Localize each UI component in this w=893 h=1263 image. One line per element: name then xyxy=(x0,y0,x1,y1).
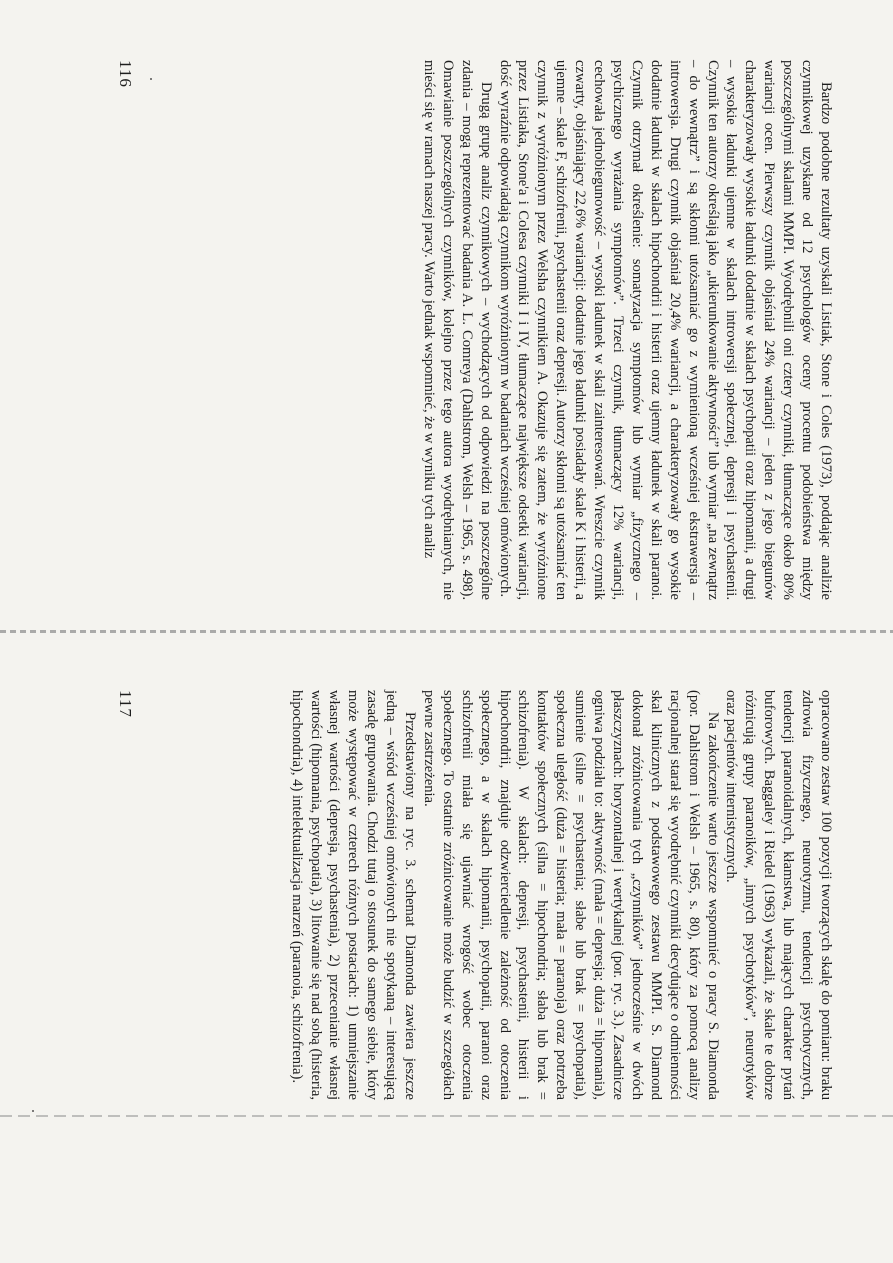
page-fold-divider xyxy=(0,630,893,633)
page-number: 116 xyxy=(116,60,135,88)
page-116-text xyxy=(419,60,835,600)
page-117-text xyxy=(287,690,835,1100)
page-number: 117 xyxy=(116,690,135,718)
paragraph: Przedstawiony na ryc. 3. schemat Diamonda zawiera jeszcze jedną – wśród wcześniej omówionych nie spotykaną – interesującą zasadę grupowania. Chodzi tutaj o stosunek do samego siebie, który może występować w czterech różnych postaciach: 1) umniejszanie własnej wartości (depresja, psychastenia), 2) przecenianie własnej wartości (hipomania, psychopatia), 3) litowanie się nad sobą (histeria, hipochondria), 4) intelektualizacja marzeń (paranoia, schizofrenia). xyxy=(288,690,419,1100)
page-117 xyxy=(115,690,835,1100)
paragraph: Bardzo podobne rezultaty uzyskali Listiak, Stone i Coles (1973), poddając analizie czynnikowej uzyskane od 12 psychologów oceny procentu podobieństwa między poszczególnymi skalami MMPI. Wyodrębnili oni cztery czynniki, tłumaczące około 80% wariancji ocen. Pierwszy czynnik objaśniał 24% wariancji – jeden z jego biegunów charakteryzowały wysokie ładunki dodatnie w skalach psychopatii oraz hipomanii, a drugi – wysokie ładunki ujemne w skalach introwersji społecznej, depresji i psychastenii. Czynnik ten autorzy określają jako „ukierunkowanie aktywności” lub wymiar „na zewnątrz – do wewnątrz” i są skłonni utożsamiać go z wymienioną wcześniej ekstrawersja – introwersja. Drugi czynnik objaśniał 20,4% wariancji, a charakteryzowały go wysokie dodatnie ładunki w skalach hipochondrii i histerii oraz ujemny ładunek w skali paranoi. Czynnik otrzymał określenie: somatyzacja symptomów lub wymiar „fizycznego – psychicznego wyrażania symptomów”. Trzeci czynnik, tłumaczący 12% wariancji, cechowała jednobiegunowość – wysoki ładunek w skali zainteresowań. Wreszcie czynnik czwarty, objaśniający 22,6% wariancji: dodatnie jego ładunki posiadały skale K i histerii, a ujemne – skale F, schizofrenii, psychastenii oraz depresji. Autorzy skłonni są utożsamiać ten czynnik z wyróżnionym przez Welsha czynnikiem A. Okazuje się zatem, że wyróżnione przez Listiaka, Stone'a i Colesa czynniki I i IV, tłumaczące największe odsetki wariancji, dość wyraźnie odpowiadają czynnikom wyróżnionym w badaniach wcześniej omówionych. xyxy=(496,60,834,600)
paragraph: opracowano zestaw 100 pozycji tworzących skalę do pomiaru: braku zdrowia fizycznego, neurotyzmu, tendencji psychotycznych, tendencji paranoidalnych, kłamstwa, lub mających charakter pytań buforowych. Baggaley i Riedel (1963) wykazali, że skale te dobrze różnicują grupy paranoików, „innych psychotyków”, neurotyków oraz pacjentów internistycznych. xyxy=(723,690,834,1100)
paragraph: Na zakończenie warto jeszcze wspomnieć o pracy S. Diamonda (por. Dahlstrom i Welsh – 1965, s. 80), który za pomocą analizy racjonalnej starał się wyodrębnić czynniki decydujące o odmienności skal klinicznych z podstawowego zestawu MMPI. S. Diamond dokonał zróżnicowania tych „czynników” jednocześnie w dwóch płaszczyznach: horyzontalnej i wertykalnej (por. ryc. 3.). Zasadnicze ogniwa podziału to: aktywność (mała = depresja; duża = hipomania), sumienie (silne = psychastenia; słabe lub brak = psychopatia), społeczna uległość (duża = histeria; mała = paranoja) oraz potrzeba kontaktów społecznych (silna = hipochondria; słaba lub brak = schizofrenia). W skalach: depresji, psychastenii, histerii i hipochondrii, znajduje odzwierciedlenie zależność od otoczenia społecznego, a w skalach hipomanii, psychopatii, paranoi oraz schizofrenii miała się ujawniać wrogość wobec otoczenia społecznego. To ostatnie zróżnicowanie może budzić w szczegółach pewne zastrzeżenia. xyxy=(420,690,721,1100)
page-edge-line xyxy=(0,1115,893,1117)
scan-speck xyxy=(32,1110,34,1112)
paragraph: Drugą grupę analiz czynnikowych – wychodzących od odpowiedzi na poszczególne zdania – mogą reprezentować badania A. L. Comreya (Dahlstrom, Welsh – 1965, s. 498). Omawianie poszczególnych czynników, kolejno przez tego autora wyodrębnianych, nie mieści się w ramach naszej pracy. Warto jednak wspomnieć, że w wyniku tych analiz xyxy=(420,60,494,600)
page-116 xyxy=(115,60,835,600)
